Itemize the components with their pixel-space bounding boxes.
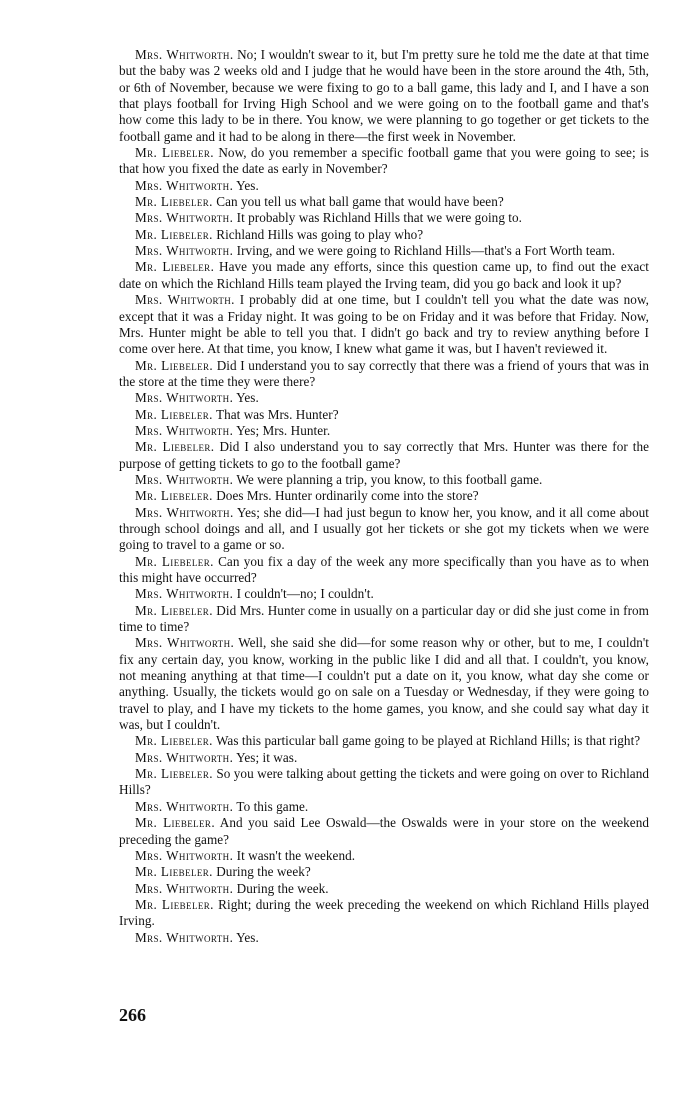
testimony-text: Now, do you remember a specific football game that you were going to see; is that how you fixed the date as early in November? [119,145,649,177]
testimony-paragraph [119,897,649,930]
testimony-text: Did Mrs. Hunter come in usually on a particular day or did she just come in from time to time? [119,602,649,635]
speaker-name: Mrs. Whitworth. [135,635,235,651]
transcript-page [119,47,649,946]
testimony-text: It probably was Richland Hills that we were going to. [233,210,523,226]
speaker-name: Mr. Liebeler. [135,602,213,618]
testimony-paragraph [119,210,649,226]
speaker-name: Mrs. Whitworth. [135,504,234,520]
testimony-paragraph [119,407,649,423]
testimony-paragraph [119,750,649,766]
speaker-name: Mr. Liebeler. [135,145,214,161]
testimony-text: We were planning a trip, you know, to this football game. [233,471,543,487]
testimony-text: I probably did at one time, but I couldn't tell you what the date was now, except that it was a Friday night. It was going to be on Friday and it was before that Friday. Now, Mrs. Hunter might be able to tell you that. I didn't go back and try to review anything before I come over here. At that time, you know, I knew what game it was, but I haven't reviewed it. [119,292,650,357]
testimony-paragraph [119,47,649,145]
testimony-paragraph [119,554,649,587]
testimony-text: No; I wouldn't swear to it, but I'm pretty sure he told me the date at that time but the baby was 2 weeks old and I judge that he would have been in the store around the 4th, 5th, or 6th of November, because we were fixing to go to a ball game, this lady and I, and I have a son that plays football for Irving High School and we were going on to the football game and that's how come this lady to be in there. You know, we were planning to go together or get tickets to the football game and it had to be along in there—the first week in November. [119,47,649,144]
testimony-text: Yes. [233,177,259,193]
speaker-name: Mr. Liebeler. [135,357,214,373]
testimony-paragraph [119,423,649,439]
testimony-text: To this game. [233,798,309,814]
testimony-paragraph [119,864,649,880]
speaker-name: Mrs. Whitworth. [135,586,234,602]
testimony-text: Yes; it was. [233,749,298,765]
speaker-name: Mrs. Whitworth. [135,210,234,226]
testimony-paragraph [119,815,649,848]
speaker-name: Mr. Liebeler. [135,226,213,242]
speaker-name: Mr. Liebeler. [135,406,213,422]
testimony-text: I couldn't—no; I couldn't. [233,586,374,602]
testimony-text: Right; during the week preceding the weekend on which Richland Hills played Irving. [119,896,649,929]
testimony-paragraph [119,766,649,799]
testimony-text: During the week? [212,864,311,880]
speaker-name: Mr. Liebeler. [135,194,213,210]
speaker-name: Mrs. Whitworth. [135,847,234,863]
testimony-paragraph [119,194,649,210]
testimony-text: And you said Lee Oswald—the Oswalds were in your store on the weekend preceding the game? [119,815,649,847]
testimony-text: It wasn't the weekend. [233,847,356,863]
testimony-paragraph [119,848,649,864]
testimony-paragraph [119,292,649,357]
testimony-paragraph [119,603,649,636]
speaker-name: Mr. Liebeler. [135,553,214,569]
testimony-text: Richland Hills was going to play who? [212,226,424,242]
testimony-text: Yes. [233,929,259,945]
testimony-text: So you were talking about getting the tickets and were going on over to Richland Hills? [119,766,649,798]
testimony-text: Does Mrs. Hunter ordinarily come into the store? [212,488,479,504]
testimony-paragraph [119,635,649,733]
testimony-text: Can you fix a day of the week any more specifically than you have as to when this might have occurred? [119,553,649,585]
testimony-text: Was this particular ball game going to be played at Richland Hills; is that right? [212,733,641,749]
speaker-name: Mrs. Whitworth. [135,880,234,896]
testimony-text: During the week. [233,880,329,896]
testimony-text: Yes; she did—I had just begun to know her, you know, and it all come about through school doings and all, and I usually got her tickets or she got my tickets when we were going to travel to a game or so. [119,504,650,553]
testimony-text: Irving, and we were going to Richland Hills—that's a Fort Worth team. [233,243,616,259]
testimony-text: Well, she said she did—for some reason why or other, but to me, I couldn't fix any certain day, you know, working in the public like I did and all that. I couldn't, you know, not meaning anything at that time—I couldn't put a date on it, you know, what day she come or anything. Usually, the tickets would go on sale on a Tuesday or Wednesday, if they were going to travel to play, and I have my tickets to the home games, you know, and she could say what day it was, but I couldn't. [119,635,649,733]
speaker-name: Mr. Liebeler. [135,259,215,275]
testimony-text: Did I understand you to say correctly that there was a friend of yours that was in the store at the time they were there? [119,357,649,389]
testimony-text: That was Mrs. Hunter? [212,406,339,422]
testimony-paragraph [119,586,649,602]
testimony-paragraph [119,178,649,194]
testimony-paragraph [119,733,649,749]
speaker-name: Mrs. Whitworth. [135,177,234,193]
testimony-body [119,47,649,946]
testimony-paragraph [119,472,649,488]
testimony-text: Yes; Mrs. Hunter. [233,422,331,438]
testimony-paragraph [119,390,649,406]
testimony-text: Yes. [233,390,259,406]
speaker-name: Mrs. Whitworth. [135,243,234,259]
speaker-name: Mr. Liebeler. [135,733,213,749]
speaker-name: Mr. Liebeler. [135,766,213,782]
testimony-text: Did I also understand you to say correctly that Mrs. Hunter was there for the purpose of getting tickets to go to the football game? [119,439,649,471]
speaker-name: Mrs. Whitworth. [135,47,234,62]
speaker-name: Mr. Liebeler. [135,896,214,912]
testimony-text: Can you tell us what ball game that would have been? [212,194,504,210]
testimony-paragraph [119,243,649,259]
speaker-name: Mrs. Whitworth. [135,471,234,487]
testimony-paragraph [119,799,649,815]
testimony-paragraph [119,439,649,472]
speaker-name: Mr. Liebeler. [135,815,216,831]
page-number: 266 [119,1005,146,1025]
testimony-paragraph [119,930,649,946]
speaker-name: Mrs. Whitworth. [135,749,234,765]
testimony-paragraph [119,881,649,897]
testimony-paragraph [119,358,649,391]
speaker-name: Mrs. Whitworth. [135,422,234,438]
speaker-name: Mr. Liebeler. [135,439,215,455]
speaker-name: Mrs. Whitworth. [135,929,234,945]
testimony-paragraph [119,505,649,554]
testimony-text: Have you made any efforts, since this question came up, to find out the exact date on which the Richland Hills team played the Irving team, did you go back and look it up? [119,259,650,291]
testimony-paragraph [119,259,649,292]
testimony-paragraph [119,488,649,504]
speaker-name: Mrs. Whitworth. [135,292,235,308]
speaker-name: Mr. Liebeler. [135,864,213,880]
speaker-name: Mrs. Whitworth. [135,798,234,814]
testimony-paragraph [119,145,649,178]
speaker-name: Mrs. Whitworth. [135,390,234,406]
speaker-name: Mr. Liebeler. [135,488,213,504]
testimony-paragraph [119,227,649,243]
